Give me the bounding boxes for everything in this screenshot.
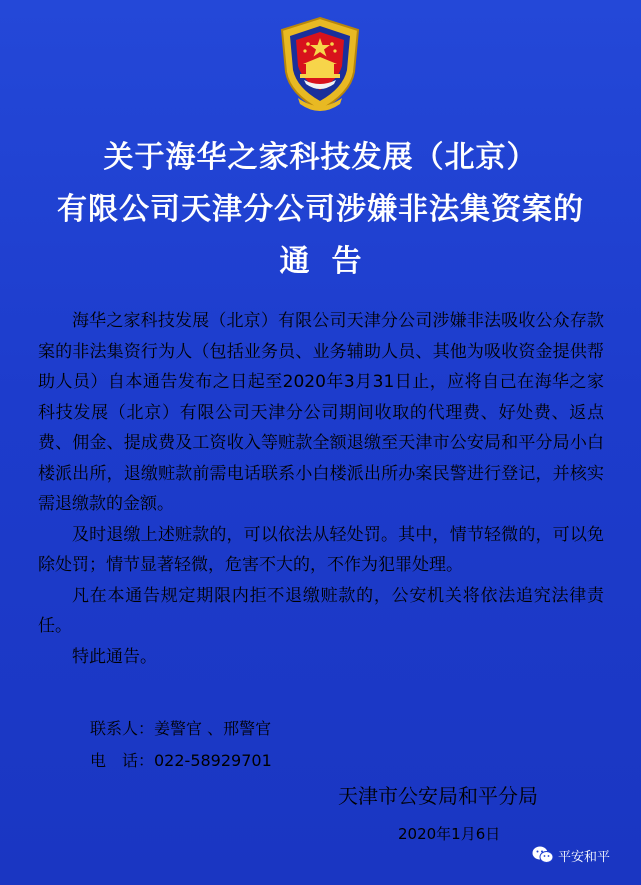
body-paragraph: 及时退缴上述赃款的，可以依法从轻处罚。其中，情节轻微的，可以免除处罚；情节显著轻微，危害不大的，不作为犯罪处理。 (38, 524, 604, 575)
body-paragraph: 海华之家科技发展（北京）有限公司天津分公司涉嫌非法吸收公众存款案的非法集资行为人（包括业务员、业务辅助人员、其他为吸收资金提供帮助人员）自本通告发布之日起至2020年3月31日止，应将自己在海华之家科技发展（北京）有限公司天津分公司期间收取的代理费、好处费、返点费、佣金、提成费及工资收入等赃款全额退缴至天津市公安局和平分局小白楼派出所，退缴赃款前需电话联系小白楼派出所办案民警进行登记，并核实需退缴款的金额。 (38, 311, 604, 514)
issuer-name: 天津市公安局和平分局 (338, 784, 538, 808)
wechat-icon (532, 845, 554, 865)
notice-title-line-3: 通告 (279, 244, 384, 279)
body-paragraph: 特此通告。 (72, 646, 157, 667)
notice-body (38, 306, 604, 672)
issue-date: 2020年1月6日 (398, 825, 501, 843)
contact-phone: 电 话：022-58929701 (90, 751, 272, 770)
watermark (532, 845, 610, 865)
contact-person: 联系人：姜警官 、邢警官 (90, 719, 272, 738)
notice-title-line-1: 关于海华之家科技发展（北京） (103, 140, 538, 175)
body-paragraph: 凡在本通告规定期限内拒不退缴赃款的，公安机关将依法追究法律责任。 (38, 585, 604, 636)
notice-title-line-2: 有限公司天津分公司涉嫌非法集资案的 (57, 192, 584, 227)
police-emblem-icon (270, 14, 370, 114)
watermark-label: 平安和平 (558, 849, 611, 865)
